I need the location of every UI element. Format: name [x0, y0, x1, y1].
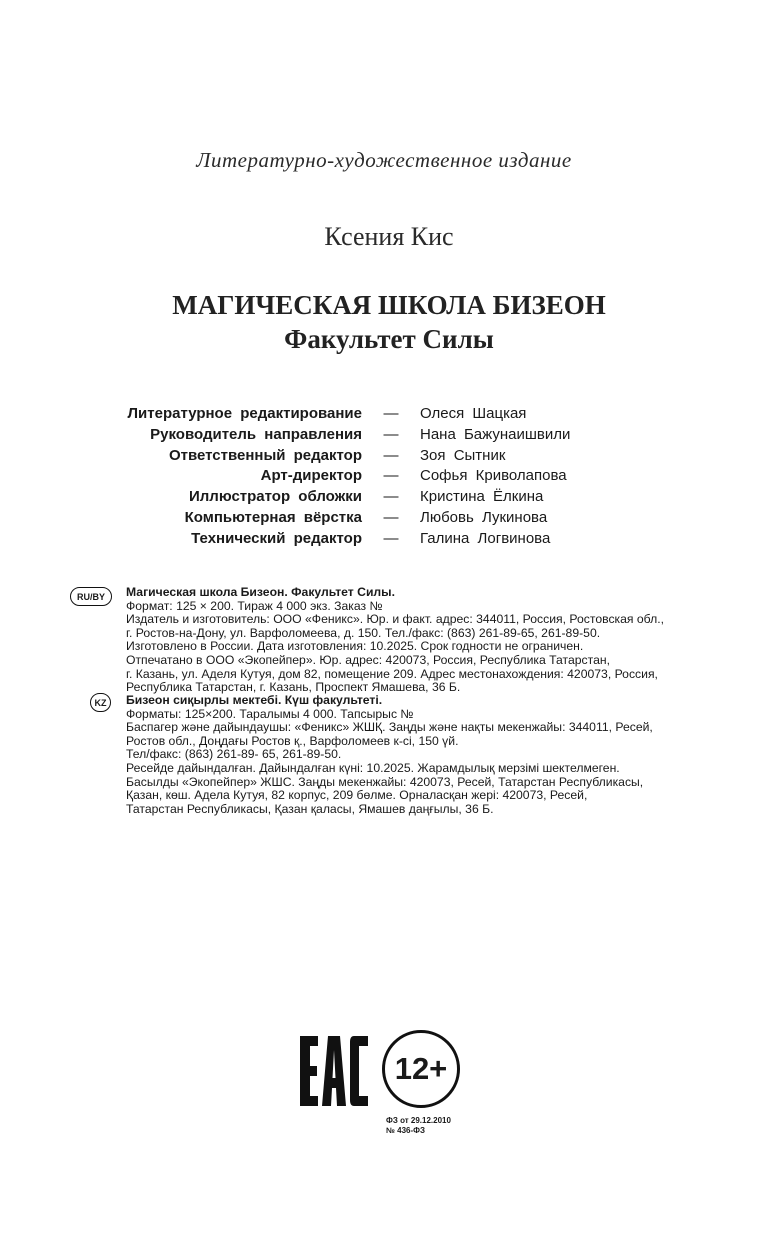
imprint-kz-text — [126, 694, 726, 816]
imprint-ru-text — [126, 586, 726, 695]
credit-dash: — — [383, 405, 399, 422]
book-title — [0, 288, 768, 356]
credit-row — [100, 404, 660, 425]
credit-dash: — — [383, 425, 399, 443]
credit-role: Руководитель направления — [150, 425, 362, 443]
ru-by-badge: RU/BY — [70, 587, 112, 606]
imprint-line: Изготовлено в России. Дата изготовления: 10.2025. Срок годности не ограничен. — [126, 639, 584, 654]
credit-role: Иллюстратор обложки — [189, 488, 362, 506]
credit-dash: — — [383, 467, 399, 485]
credits-list — [100, 404, 660, 550]
imprint-line: Қазан, көш. Адела Кутуя, 82 корпус, 209 бөлме. Орналасқан жері: 420073, Ресей, — [126, 788, 588, 803]
certification-marks — [298, 1030, 478, 1140]
imprint-line: Татарстан Республикасы, Қазан қаласы, Ямашев даңғылы, 36 Б. — [126, 801, 494, 816]
imprint-line: Басылды «Экопейпер» ЖШС. Заңды мекенжайы: 420073, Ресей, Татарстан Республикасы, — [126, 774, 644, 789]
credit-row — [100, 466, 660, 487]
credit-role: Компьютерная вёрстка — [184, 508, 362, 526]
age-law-note — [386, 1116, 476, 1136]
credit-role: Литературное редактирование — [127, 405, 362, 422]
credit-role: Ответственный редактор — [168, 446, 362, 464]
imprint-line: Тел/факс: (863) 261-89- 65, 261-89-50. — [126, 747, 342, 762]
credit-row — [100, 487, 660, 508]
credit-name: Любовь Лукинова — [420, 508, 548, 526]
credit-dash: — — [383, 446, 399, 464]
imprint-line: Издатель и изготовитель: ООО «Феникс». Юр. и факт. адрес: 344011, Россия, Ростовская обл., — [126, 612, 664, 627]
author-name: Ксения Кис — [324, 222, 454, 251]
credit-row — [100, 529, 660, 550]
age-law-note-line: № 436-ФЗ — [386, 1126, 425, 1135]
credit-dash: — — [383, 488, 399, 506]
credit-name: Галина Логвинова — [420, 529, 551, 547]
imprint-line: Республика Татарстан, г. Казань, Проспект Ямашева, 36 Б. — [126, 680, 461, 695]
eac-logo-icon — [298, 1036, 370, 1106]
credit-dash: — — [383, 529, 399, 547]
credit-name: Софья Криволапова — [420, 467, 567, 485]
credit-name: Нана Бажунаишвили — [420, 425, 571, 443]
credit-role: Арт-директор — [260, 467, 362, 485]
imprint-line: Форматы: 125×200. Таралымы 4 000. Тапсырыс № — [126, 706, 414, 721]
credit-row — [100, 425, 660, 446]
credit-name: Зоя Сытник — [420, 446, 506, 464]
imprint-line: г. Ростов-на-Дону, ул. Варфоломеева, д. 150. Тел./факс: (863) 261-89-65, 261-89-50. — [126, 625, 601, 640]
age-law-note-line: ФЗ от 29.12.2010 — [386, 1116, 451, 1125]
credit-role: Технический редактор — [191, 529, 362, 547]
imprint-line: Баспагер және дайындаушы: «Феникс» ЖШҚ. Заңды және нақты мекенжайы: 344011, Ресей, — [126, 720, 653, 735]
book-subtitle: Факультет Силы — [284, 324, 494, 354]
imprint-line: Ресейде дайындалған. Дайындалған күні: 10.2025. Жарамдылық мерзімі шектелмеген. — [126, 760, 620, 775]
edition-type: Литературно-художественное издание — [196, 148, 572, 172]
imprint-line: Магическая школа Бизеон. Факультет Силы. — [126, 585, 395, 599]
credit-name: Кристина Ёлкина — [420, 488, 544, 506]
credit-dash: — — [383, 508, 399, 526]
credit-row — [100, 508, 660, 529]
book-title-main: МАГИЧЕСКАЯ ШКОЛА БИЗЕОН — [172, 290, 606, 320]
kz-badge: KZ — [90, 693, 111, 712]
age-rating-badge: 12+ — [382, 1030, 460, 1108]
imprint-line: Ростов обл., Доңдағы Ростов қ., Варфоломеев к-сі, 150 үй. — [126, 733, 459, 748]
imprint-line: Отпечатано в ООО «Экопейпер». Юр. адрес: 420073, Россия, Республика Татарстан, — [126, 652, 610, 667]
credit-name: Олеся Шацкая — [420, 405, 527, 422]
credit-row — [100, 446, 660, 467]
imprint-line: г. Казань, ул. Аделя Кутуя, дом 82, помещение 209. Адрес местонахождения: 420073, Россия, — [126, 666, 658, 681]
imprint-line: Формат: 125 × 200. Тираж 4 000 экз. Заказ № — [126, 598, 383, 613]
imprint-line: Бизеон сиқырлы мектебі. Күш факультеті. — [126, 693, 383, 707]
